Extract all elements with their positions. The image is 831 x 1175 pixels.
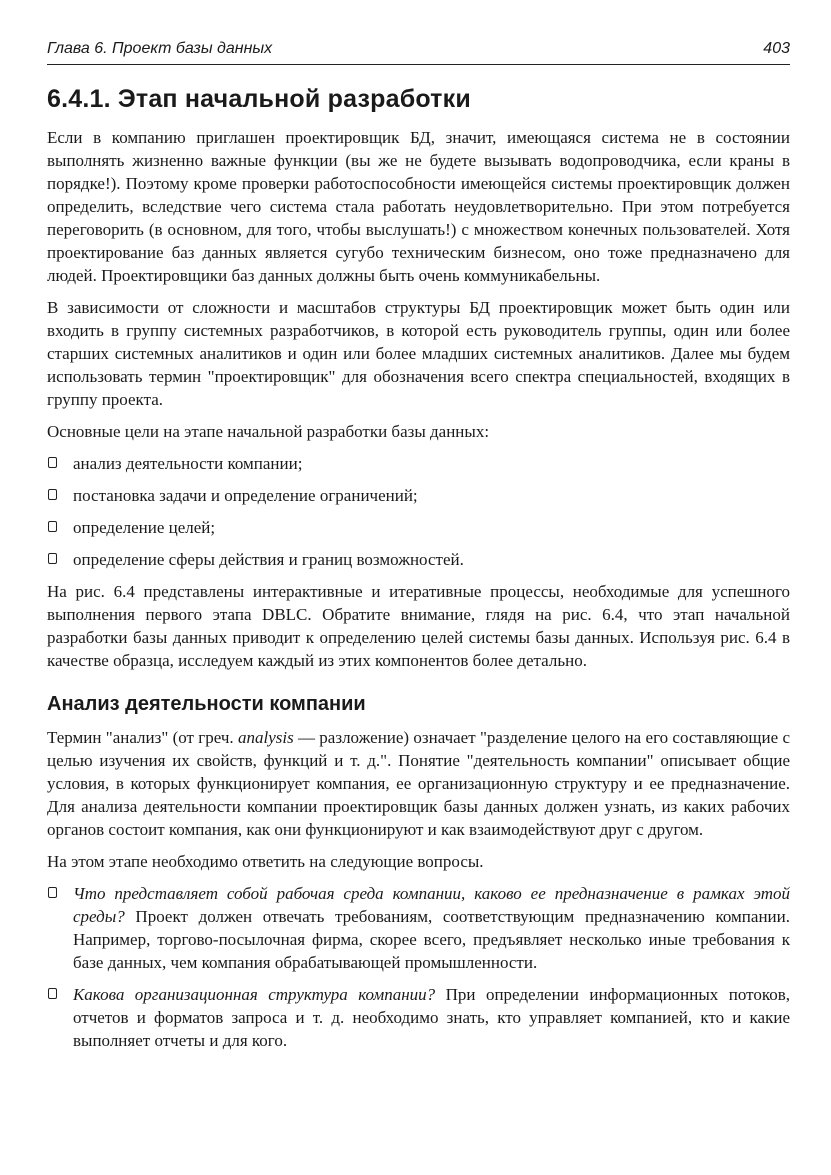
goals-list <box>47 452 790 571</box>
list-item: определение целей; <box>47 516 790 539</box>
checkbox-bullet-icon <box>48 553 57 564</box>
checkbox-bullet-icon <box>48 489 57 500</box>
list-item: Что представляет собой рабочая среда компании, каково ее предназначение в рамках этой среды? Проект должен отвечать требованиям, соответствующим предназначению компании. Например, торгово-посылочная фирма, скорее всего, предъявляет несколько иные требования к базе данных, чем компания обрабатывающей промышленности. <box>47 882 790 974</box>
running-header <box>47 38 790 65</box>
paragraph: Основные цели на этапе начальной разработки базы данных: <box>47 422 490 441</box>
questions-list <box>47 882 790 1052</box>
subsection-title: Анализ деятельности компании <box>47 693 366 715</box>
page-content <box>47 84 790 1061</box>
paragraph: Термин "анализ" (от греч. analysis — разложение) означает "разделение целого на его составляющие с целью изучения их свойств, функций и т. д.". Понятие "деятельность компании" описывает общие условия, в которых функционирует компания, ее организационную структуру и ее предназначение. Для анализа деятельности компании проектировщик базы данных должен узнать, из каких рабочих органов состоит компания, как они функционируют и как взаимодействуют друг с другом. <box>47 728 790 839</box>
checkbox-bullet-icon <box>48 457 57 468</box>
paragraph: В зависимости от сложности и масштабов структуры БД проектировщик может быть один или входить в группу системных разработчиков, в которой есть руководитель группы, один или более старших системных аналитиков и один или более младших системных аналитиков. Далее мы будем использовать термин "проектировщик" для обозначения всего спектра специальностей, входящих в группу проекта. <box>47 298 790 409</box>
list-item: постановка задачи и определение ограничений; <box>47 484 790 507</box>
paragraph: На этом этапе необходимо ответить на следующие вопросы. <box>47 852 484 871</box>
paragraph: На рис. 6.4 представлены интерактивные и итеративные процессы, необходимые для успешного выполнения первого этапа DBLC. Обратите внимание, глядя на рис. 6.4, что этап начальной разработки базы данных приводит к определению целей системы базы данных. Используя рис. 6.4 в качестве образца, исследуем каждый из этих компонентов более детально. <box>47 582 790 670</box>
list-item: анализ деятельности компании; <box>47 452 790 475</box>
section-title: 6.4.1. Этап начальной разработки <box>47 85 471 113</box>
checkbox-bullet-icon <box>48 887 57 898</box>
checkbox-bullet-icon <box>48 988 57 999</box>
list-item: определение сферы действия и границ возможностей. <box>47 548 790 571</box>
paragraph: Если в компанию приглашен проектировщик БД, значит, имеющаяся система не в состоянии выполнять жизненно важные функции (вы же не будете вызывать водопроводчика, если краны в порядке!). Поэтому кроме проверки работоспособности имеющейся системы проектировщик должен определить, вследствие чего система стала работать неудовлетворительно. При этом потребуется переговорить (в основном, для того, чтобы выслушать!) с множеством конечных пользователей. Хотя проектирование баз данных является сугубо техническим бизнесом, оно тоже предназначено для людей. Проектировщики баз данных должны быть очень коммуникабельны. <box>47 128 790 285</box>
question-text: Что представляет собой рабочая среда компании, каково ее предназначение в рамках этой среды? <box>73 884 790 926</box>
list-item: Какова организационная структура компании? При определении информационных потоков, отчетов и форматов запроса и т. д. необходимо знать, кто управляет компанией, кто и какие выполняет отчеты и для кого. <box>47 983 790 1052</box>
italic-term: analysis <box>237 728 294 747</box>
checkbox-bullet-icon <box>48 521 57 532</box>
question-text: Какова организационная структура компании? <box>73 985 436 1004</box>
page-number: 403 <box>763 40 790 57</box>
chapter-title: Глава 6. Проект базы данных <box>47 40 273 57</box>
